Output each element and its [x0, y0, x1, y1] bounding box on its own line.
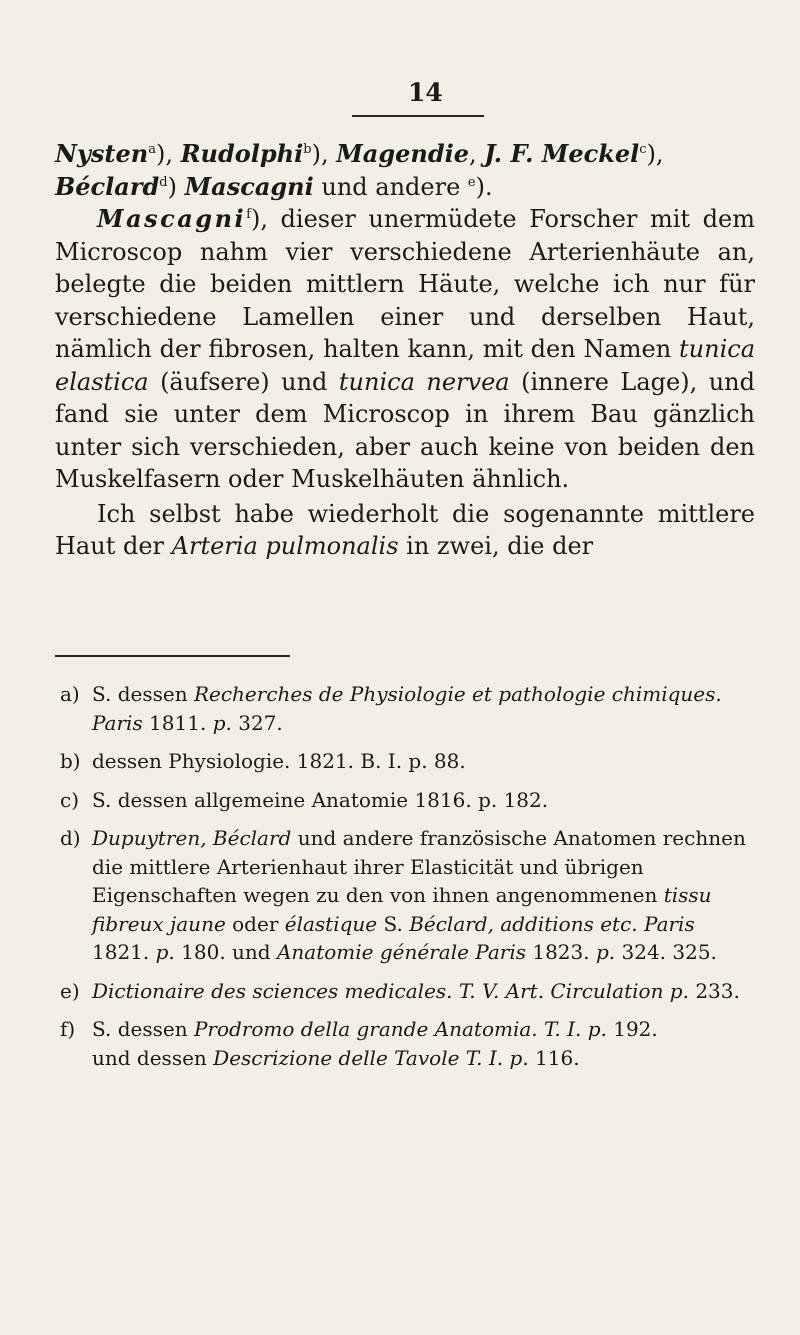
work-title: Recherches de Physiologie et pathologie chimiques. Paris — [92, 682, 722, 735]
text-run: ), — [646, 140, 664, 168]
paragraph-own-observation — [55, 498, 755, 563]
paragraph-mascagni — [55, 203, 755, 496]
text-run: ). — [475, 172, 493, 201]
text-run: und andere französische Anatomen rechnen die mittlere Arterienhaut ihrer Elasticität und übrigen Eigenschaften wegen zu den von ihnen angenommenen — [92, 826, 746, 907]
text-run: S. dessen allgemeine Anatomie 1816. p. 182. — [92, 787, 549, 812]
text-run: 233. — [688, 978, 740, 1003]
author-name: Nysten — [55, 139, 149, 168]
footnote-text — [92, 1015, 750, 1072]
footnote-mark: f) — [60, 1017, 76, 1041]
text-run: p. — [595, 940, 616, 964]
text-run: S. — [377, 911, 410, 936]
footnote-mark: c) — [60, 787, 80, 812]
footnote-text — [92, 977, 750, 1006]
text-run: dessen Physiologie. 1821. B. I. p. 88. — [92, 749, 466, 773]
text-run: 327. — [231, 710, 283, 735]
work-title: Dictionaire des sciences medicales. T. V. Art. Circulation p. — [92, 978, 689, 1003]
author-name: Dupuytren, Béclard — [92, 826, 292, 850]
latin-term: tunica nervea — [338, 367, 510, 396]
footnotes — [60, 680, 750, 1082]
footnote-d — [60, 824, 750, 967]
footnote-text — [92, 824, 750, 967]
footnote-mark: b) — [60, 749, 81, 773]
work-title: Prodromo della grande Anatomia. T. I. p. — [193, 1017, 607, 1041]
latin-term: tunica elastica — [55, 335, 755, 396]
author-name: Béclard — [55, 171, 160, 201]
footnote-mark: e) — [60, 978, 80, 1003]
work-title: Béclard, additions etc. Paris — [409, 911, 695, 936]
french-term: élastique — [284, 911, 378, 936]
text-run: ), — [311, 140, 337, 168]
text-run: ), — [155, 140, 181, 168]
footnote-rule — [55, 655, 290, 657]
footnote-a — [60, 680, 750, 737]
text-run: p. — [155, 940, 175, 964]
intro-paragraph — [55, 138, 755, 203]
footnote-ref: f — [246, 207, 251, 222]
footnote-b — [60, 747, 750, 776]
author-name: Rudolphi — [180, 139, 304, 168]
text-run: oder — [225, 911, 285, 936]
footnote-ref: d — [159, 174, 168, 190]
text-run: und andere — [313, 172, 468, 201]
footnote-text — [92, 747, 750, 776]
text-run: 324. 325. — [615, 940, 717, 964]
text-run: ), dieser unermüdete Forscher mit dem Microscop nahm vier verschiedene Arterienhäute an, belegte die beiden mittlern Häute, welche ich nur für verschiedene Lamellen einer und derselben Haut, nämlich der fibrosen, halten kann, mit den Namen — [55, 205, 755, 363]
main-text — [55, 138, 755, 563]
text-run: S. dessen — [92, 1017, 194, 1041]
text-run: und dessen — [92, 1045, 214, 1070]
author-name: Mascagni — [97, 204, 247, 233]
header-rule — [352, 115, 484, 117]
footnote-ref: a — [148, 142, 156, 157]
text-run: S. dessen — [92, 682, 194, 706]
text-run: 192. — [606, 1017, 658, 1041]
author-name: J. F. Meckel — [484, 139, 640, 168]
text-run: 180. und — [174, 940, 277, 964]
footnote-ref: c — [639, 142, 647, 157]
footnote-mark: a) — [60, 682, 80, 706]
page-number: 14 — [408, 78, 443, 107]
footnote-text — [92, 680, 750, 737]
footnote-mark: d) — [60, 826, 81, 850]
footnote-f — [60, 1015, 750, 1072]
text-run: (innere Lage), und fand sie unter dem Microscop in ihrem Bau gänzlich unter sich verschieden, aber auch keine von beiden den Muskelfasern oder Muskelhäuten ähnlich. — [55, 367, 755, 493]
text-run: ) — [167, 172, 185, 201]
author-name: Mascagni — [184, 171, 314, 201]
work-title: Anatomie générale Paris — [276, 940, 526, 964]
footnote-text — [92, 786, 750, 815]
footnote-e — [60, 977, 750, 1006]
text-run: Ich selbst habe wiederholt die sogenannte mittlere Haut der — [55, 499, 755, 560]
text-run: in zwei, die der — [398, 532, 594, 560]
text-run: , — [469, 140, 485, 168]
footnote-ref: b — [303, 142, 312, 157]
text-run: 1811. — [142, 710, 213, 735]
text-run: (äufsere) und — [148, 367, 339, 396]
text-run: 1823. — [525, 940, 596, 964]
footnote-c — [60, 786, 750, 815]
footnote-ref: e — [467, 174, 476, 190]
author-name: Magendie — [336, 139, 469, 168]
text-run: 116. — [528, 1045, 580, 1070]
work-title: Descrizione delle Tavole T. I. p. — [213, 1045, 529, 1070]
text-run: p. — [212, 710, 232, 735]
french-term: tissu fibreux jaune — [92, 883, 712, 936]
latin-term: Arteria pulmonalis — [171, 532, 399, 560]
text-run: 1821. — [92, 940, 156, 964]
